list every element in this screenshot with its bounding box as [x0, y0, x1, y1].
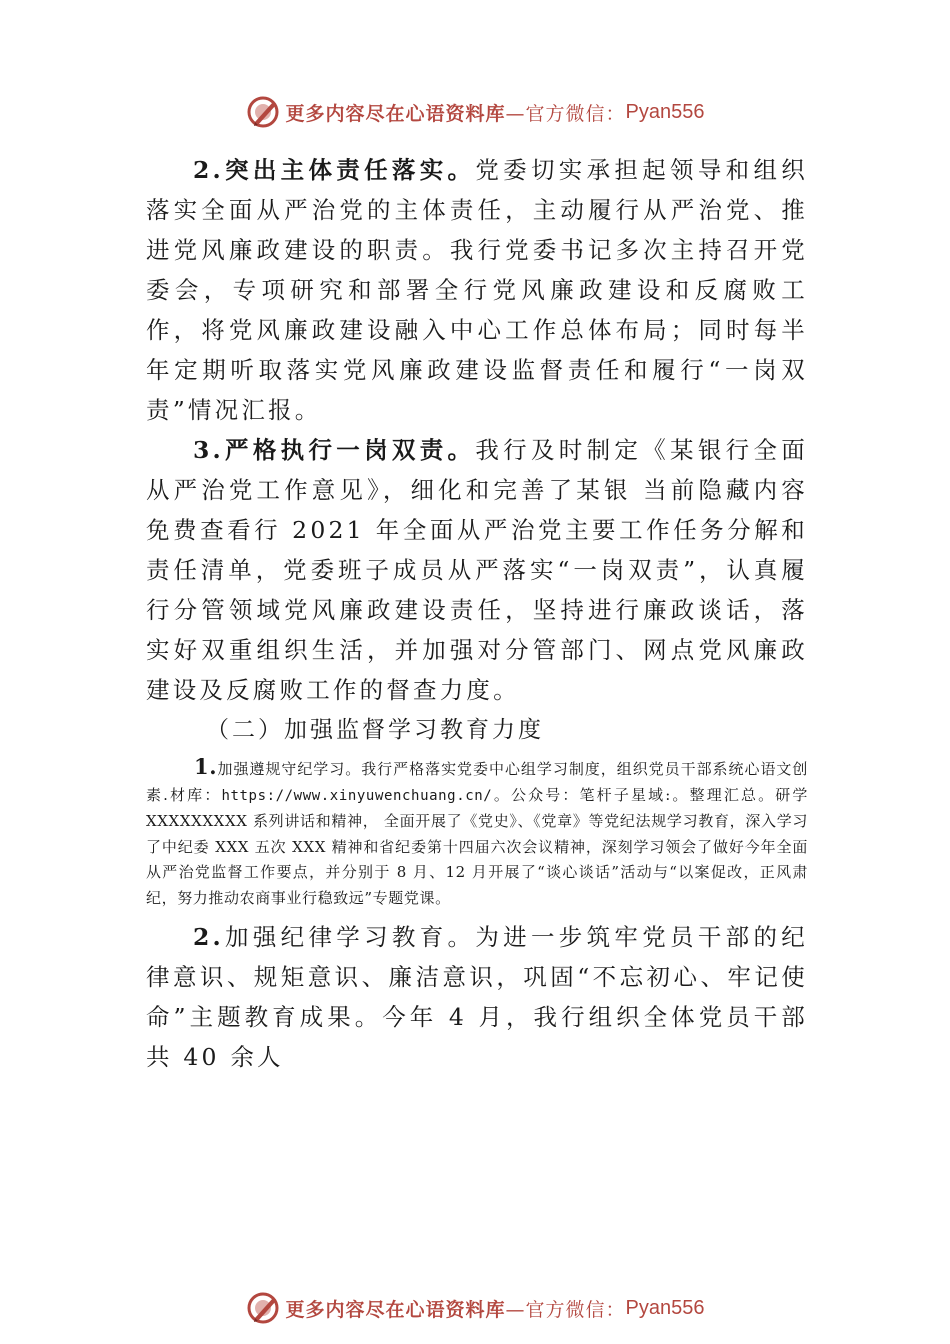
paragraph-text: 加强纪律学习教育。为进一步筑牢党员干部的纪律意识、规矩意识、廉洁意识，巩固“不忘初心、牢记使命”主题教育成果。今年 4 月，我行组织全体党员干部共 40 余人 [146, 923, 808, 1071]
pen-logo-icon [246, 1291, 280, 1325]
banner-wechat-label: —官方微信： [505, 1298, 626, 1321]
banner-wechat-label: —官方微信： [505, 102, 626, 125]
banner-wechat-id: Pyan556 [625, 1296, 705, 1319]
banner-title: 更多内容尽在心语资料库 [285, 1298, 506, 1321]
paragraph-text: 我行及时制定《某银行全面从严治党工作意见》，细化和完善了某银 当前隐藏内容免费查看行 2021 年全面从严治党主要工作任务分解和责任清单，党委班子成员从严落实“一岗双责”，认真履行分管领域党风廉政建设责任，坚持进行廉政谈话，落实好双重组织生活，并加强对分管部门、网点党风廉政建设及反腐败工作的督查力度。 [146, 436, 808, 704]
paragraph-discipline-education [146, 917, 808, 1077]
banner-wechat-id: Pyan556 [625, 100, 705, 123]
paragraph-lead: 2.突出主体责任落实。 [193, 156, 476, 184]
paragraph-text: 。公众号：笔杆子星域:。整理汇总。研学 XXXXXXXXX 系列讲话和精神， 全面开展了《党史》、《党章》等党纪法规学习教育，深入学习了中纪委 XXX 五次 XXX 精神和省纪委第十四届六次会议精神，深刻学习领会了做好今年全面从严治党监督工作要点，并分别于 8 月、12 月开展了“谈心谈话”活动与“以案促改，正风肃纪，努力推动农商事业行稳致远”专题党课。 [146, 785, 808, 907]
header-banner [0, 92, 950, 132]
pen-logo-icon [246, 95, 280, 129]
paragraph-discipline-study [146, 754, 808, 911]
banner-title: 更多内容尽在心语资料库 [285, 102, 506, 125]
paragraph-responsibility [146, 150, 808, 430]
document-body [146, 150, 808, 1077]
footer-banner [0, 1288, 950, 1328]
section-heading: （二）加强监督学习教育力度 [206, 717, 544, 743]
source-url[interactable]: https://www.xinyuwenchuang.cn/ [221, 787, 493, 804]
paragraph-one-post-two-duties [146, 430, 808, 710]
paragraph-lead: 1. [194, 754, 218, 779]
paragraph-text: 党委切实承担起领导和组织落实全面从严治党的主体责任，主动履行从严治党、推进党风廉政建设的职责。我行党委书记多次主持召开党委会，专项研究和部署全行党风廉政建设和反腐败工作，将党风廉政建设融入中心工作总体布局；同时每半年定期听取落实党风廉政建设监督责任和履行“一岗双责”情况汇报。 [146, 156, 808, 424]
paragraph-lead: 2. [193, 923, 224, 951]
paragraph-text: 加强遵规守纪学习。我行严格落实党委中心组学习制度，组织党员干部系统心语文创素.材库： [146, 760, 808, 804]
paragraph-lead: 3.严格执行一岗双责。 [193, 436, 476, 464]
